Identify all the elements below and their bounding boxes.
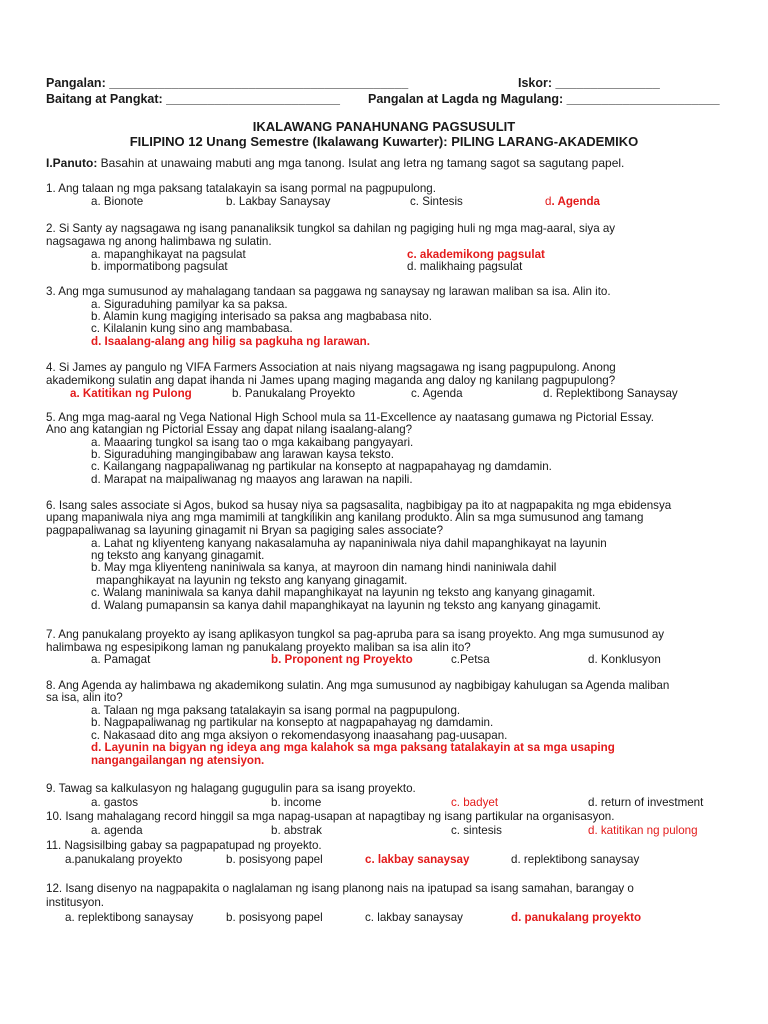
exam-title: IKALAWANG PANAHUNANG PAGSUSULIT xyxy=(252,119,516,134)
q1-option-b: b. Lakbay Sanaysay xyxy=(226,195,331,208)
q10-option-d: d. katitikan ng pulong xyxy=(588,824,698,837)
q11-option-a: a.panukalang proyekto xyxy=(65,853,183,866)
q6-option-a-line2: ng teksto ang kanyang ginagamit. xyxy=(91,549,265,562)
instructions-text: Basahin at unawaing mabuti ang mga tanong. Isulat ang letra ng tamang sagot sa sagutang papel. xyxy=(97,156,625,170)
q7-option-a: a. Pamagat xyxy=(91,653,151,666)
q10-option-b: b. abstrak xyxy=(271,824,322,837)
q5-stem-line1: 5. Ang mga mag-aaral ng Vega National High School mula sa 11-Excellence ay naatasang gumawa ng Pictorial Essay. xyxy=(46,411,654,424)
instructions-label: I.Panuto: xyxy=(46,156,98,170)
q9-option-d: d. return of investment xyxy=(588,796,704,809)
q3-option-b: b. Alamin kung magiging interisado sa paksa ang magbabasa nito. xyxy=(91,310,432,323)
q6-option-a-line1: a. Lahat ng kliyenteng kanyang nakasalamuha ay napaniniwala niya dahil mapanghikayat na layunin xyxy=(91,537,607,550)
q11-stem: 11. Nagsisilbing gabay sa pagpapatupad ng proyekto. xyxy=(46,839,322,852)
q10-stem: 10. Isang mahalagang record hinggil sa mga napag-usapan at napagtibay ng isang partikular na organisasyon. xyxy=(46,810,615,823)
q5-option-b: b. Siguraduhing mangingibabaw ang larawan kaysa teksto. xyxy=(91,448,394,461)
q5-option-c: c. Kailangang nagpapaliwanag ng partikular na konsepto at nagpapahayag ng damdamin. xyxy=(91,460,552,473)
q4-option-b: b. Panukalang Proyekto xyxy=(232,387,356,400)
q2-option-b: b. impormatibong pagsulat xyxy=(91,260,228,273)
q4-option-c: c. Agenda xyxy=(411,387,463,400)
q1-d-text: . Agenda xyxy=(551,195,600,208)
q4-option-d: d. Replektibong Sanaysay xyxy=(543,387,678,400)
q12-stem-line2: institusyon. xyxy=(46,896,104,909)
exam-subtitle: FILIPINO 12 Unang Semestre (Ikalawang Kuwarter): PILING LARANG-AKADEMIKO xyxy=(129,134,639,149)
q8-stem-line2: sa isa, alin ito? xyxy=(46,691,123,704)
q4-stem-line2: akademikong sulatin ang dapat ihanda ni James upang maging maganda ang daloy ng kanilang pagpupulong? xyxy=(46,374,616,387)
grade-section-field: Baitang at Pangkat: _________________________ xyxy=(46,92,340,106)
q10-option-a: a. agenda xyxy=(91,824,143,837)
q6-stem-line1: 6. Isang sales associate si Agos, bukod sa husay niya sa pagsasalita, nagbibigay pa ito at nagpapakita ng mga ebidensya xyxy=(46,499,672,512)
q11-option-c: c. lakbay sanaysay xyxy=(365,853,470,866)
name-field: Pangalan: ___________________________________________ xyxy=(46,76,409,90)
q1-option-d xyxy=(545,195,600,208)
q2-stem-line2: nagsagawa ng anong halimbawa ng sulatin. xyxy=(46,235,272,248)
q6-option-c: c. Walang maniniwala sa kanya dahil mapanghikayat na layunin ng teksto ang kanyang ginagamit. xyxy=(91,586,596,599)
q1-option-a: a. Bionote xyxy=(91,195,144,208)
q6-option-b-line2: mapanghikayat na layunin ng teksto ang kanyang ginagamit. xyxy=(96,574,408,587)
q7-stem-line1: 7. Ang panukalang proyekto ay isang aplikasyon tungkol sa pag-apruba para sa isang proyekto. Ang mga sumusunod ay xyxy=(46,628,665,641)
q2-option-a: a. mapanghikayat na pagsulat xyxy=(91,248,246,261)
q5-stem-line2: Ano ang katangian ng Pictorial Essay ang dapat nilang isaalang-alang? xyxy=(46,423,413,436)
q6-option-d: d. Walang pumapansin sa kanya dahil mapanghikayat na layunin ng teksto ang kanyang ginagamit. xyxy=(91,599,602,612)
q4-option-a: a. Katitikan ng Pulong xyxy=(70,387,192,400)
q8-option-a: a. Talaan ng mga paksang tatalakayin sa isang pormal na pagpupulong. xyxy=(91,704,461,717)
q1-stem: 1. Ang talaan ng mga paksang tatalakayin sa isang pormal na pagpupulong. xyxy=(46,182,436,195)
instructions xyxy=(46,157,624,170)
q9-option-b: b. income xyxy=(271,796,322,809)
q3-option-c: c. Kilalanin kung sino ang mambabasa. xyxy=(91,322,293,335)
q11-option-b: b. posisyong papel xyxy=(226,853,323,866)
q5-option-a: a. Maaaring tungkol sa isang tao o mga kakaibang pangyayari. xyxy=(91,436,414,449)
q1-d-letter: d xyxy=(545,195,552,208)
q7-stem-line2: halimbawa ng espesipikong laman ng panukalang proyekto maliban sa isa alin ito? xyxy=(46,641,471,654)
q8-option-b: b. Nagpapaliwanag ng partikular na konsepto at nagpapahayag ng damdamin. xyxy=(91,716,494,729)
q11-option-d: d. replektibong sanaysay xyxy=(511,853,640,866)
q2-stem-line1: 2. Si Santy ay nagsagawa ng isang pananaliksik tungkol sa dahilan ng pagiging huli ng mga mag-aaral, siya ay xyxy=(46,222,616,235)
q6-stem-line2: upang mapaniwala niya ang mga mamimili at tangkilikin ang kanilang produkto. Alin sa mga sumusunod ang tamang xyxy=(46,511,644,524)
score-field: Iskor: _______________ xyxy=(518,76,660,90)
q5-option-d: d. Marapat na maipaliwanag ng maayos ang larawan na napili. xyxy=(91,473,413,486)
parent-signature-field: Pangalan at Lagda ng Magulang: ______________________ xyxy=(368,92,720,106)
q7-option-d: d. Konklusyon xyxy=(588,653,661,666)
q9-stem: 9. Tawag sa kalkulasyon ng halagang gugugulin para sa isang proyekto. xyxy=(46,782,416,795)
q1-option-c: c. Sintesis xyxy=(410,195,463,208)
q7-option-c: c.Petsa xyxy=(451,653,490,666)
q2-option-d: d. malikhaing pagsulat xyxy=(407,260,523,273)
q10-option-c: c. sintesis xyxy=(451,824,502,837)
q3-option-d: d. Isaalang-alang ang hilig sa pagkuha ng larawan. xyxy=(91,335,370,348)
q3-stem: 3. Ang mga sumusunod ay mahalagang tandaan sa paggawa ng sanaysay ng larawan maliban sa isa. Alin ito. xyxy=(46,285,611,298)
q8-stem-line1: 8. Ang Agenda ay halimbawa ng akademikong sulatin. Ang mga sumusunod ay nagbibigay kahulugan sa Agenda maliban xyxy=(46,679,670,692)
q9-option-c: c. badyet xyxy=(451,796,499,809)
q6-stem-line3: pagpapaliwanag sa layuning ginagamit ni Bryan sa pagiging sales associate? xyxy=(46,524,444,537)
q6-option-b-line1: b. May mga kliyenteng naniniwala sa kanya, at mayroon din namang hindi naniniwala dahil xyxy=(91,561,557,574)
q12-option-a: a. replektibong sanaysay xyxy=(65,911,194,924)
q12-option-c: c. lakbay sanaysay xyxy=(365,911,463,924)
q8-option-c: c. Nakasaad dito ang mga aksiyon o rekomendasyong inaasahang pag-uusapan. xyxy=(91,729,508,742)
q3-option-a: a. Siguraduhing pamilyar ka sa paksa. xyxy=(91,298,288,311)
q9-option-a: a. gastos xyxy=(91,796,139,809)
q4-stem-line1: 4. Si James ay pangulo ng VIFA Farmers Association at nais niyang magsagawa ng isang pagpupulong. Anong xyxy=(46,361,616,374)
q7-option-b: b. Proponent ng Proyekto xyxy=(271,653,413,666)
q8-option-d-line1: d. Layunin na bigyan ng ideya ang mga kalahok sa mga paksang tatalakayin at sa mga usaping xyxy=(91,741,615,754)
q12-stem-line1: 12. Isang disenyo na nagpapakita o naglalaman ng isang planong nais na ipatupad sa isang samahan, barangay o xyxy=(46,882,634,895)
q8-option-d-line2: nangangailangan ng atensiyon. xyxy=(91,754,265,767)
q12-option-d: d. panukalang proyekto xyxy=(511,911,642,924)
q2-option-c: c. akademikong pagsulat xyxy=(407,248,545,261)
q12-option-b: b. posisyong papel xyxy=(226,911,323,924)
